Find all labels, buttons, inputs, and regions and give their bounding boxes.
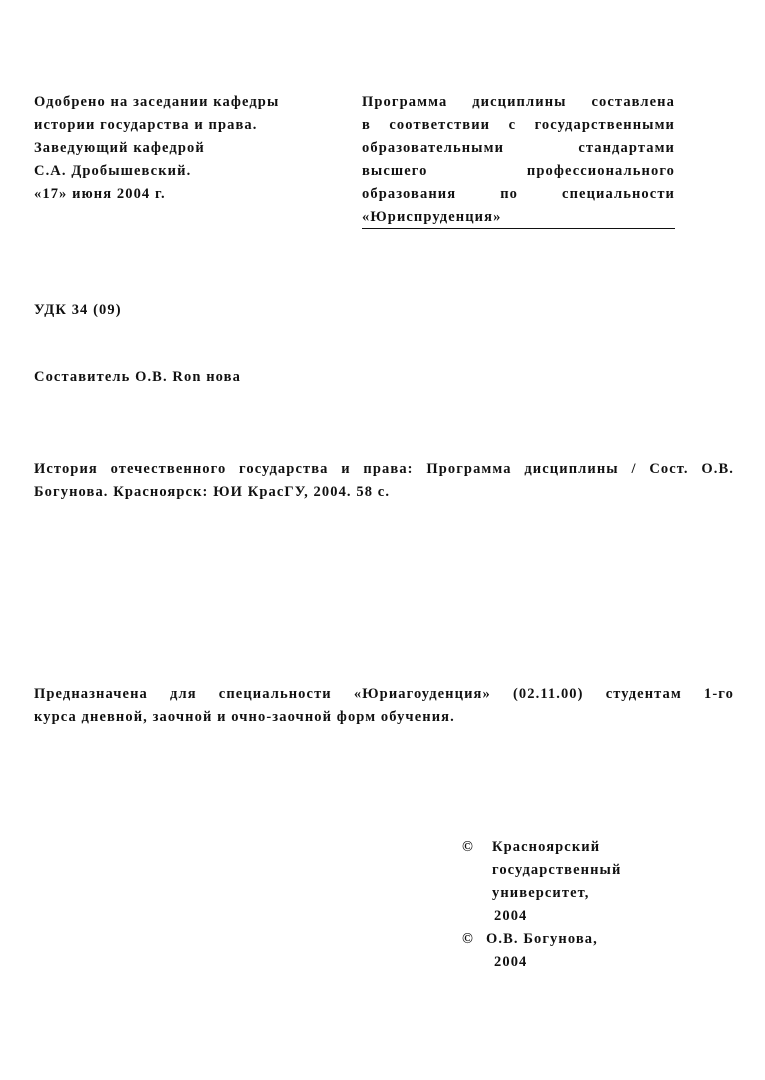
approval-line: Заведующий кафедрой	[34, 140, 205, 156]
copyright-line: государственный	[492, 862, 622, 878]
compiler-text: Составитель О.В. Ron нова	[34, 369, 241, 385]
purpose-line: Предназначена для специальности «Юриагоуденция» (02.11.00) студентам 1-го	[34, 686, 734, 702]
citation-line: Богунова. Красноярск: ЮИ КрасГУ, 2004. 58 с.	[34, 484, 391, 500]
approval-line: Одобрено на заседании кафедры	[34, 94, 280, 110]
copyright-line: университет,	[492, 885, 590, 901]
approval-block	[34, 91, 334, 206]
copyright-line: Красноярский	[492, 839, 601, 855]
udk-code	[34, 299, 122, 322]
copyright-icon: ©	[462, 839, 474, 855]
program-line: высшего профессионального	[362, 163, 675, 179]
copyright-block	[462, 836, 702, 974]
copyright-year: 2004	[494, 908, 528, 924]
bibliographic-citation	[34, 458, 734, 504]
approval-line: С.А. Дробышевский.	[34, 163, 192, 179]
approval-line: истории государства и права.	[34, 117, 258, 133]
program-line: Программа дисциплины составлена	[362, 94, 675, 110]
compiler	[34, 366, 241, 389]
copyright-icon: ©	[462, 931, 474, 947]
copyright-author	[462, 928, 702, 974]
program-line: образования по специальности	[362, 186, 675, 202]
udk-text: УДК 34 (09)	[34, 302, 122, 318]
citation-line: История отечественного государства и права: Программа дисциплины / Сост. О.В.	[34, 461, 734, 477]
program-line: образовательными стандартами	[362, 140, 675, 156]
approval-date: «17» июня 2004 г.	[34, 186, 166, 202]
purpose-line: курса дневной, заочной и очно-заочной форм обучения.	[34, 709, 455, 725]
copyright-year: 2004	[494, 954, 528, 970]
program-statement	[362, 91, 675, 229]
copyright-line: О.В. Богунова,	[486, 931, 598, 947]
program-specialty: «Юриспруденция»	[362, 206, 675, 229]
purpose-statement	[34, 683, 734, 729]
program-line: в соответствии с государственными	[362, 117, 675, 133]
copyright-university	[462, 836, 702, 928]
